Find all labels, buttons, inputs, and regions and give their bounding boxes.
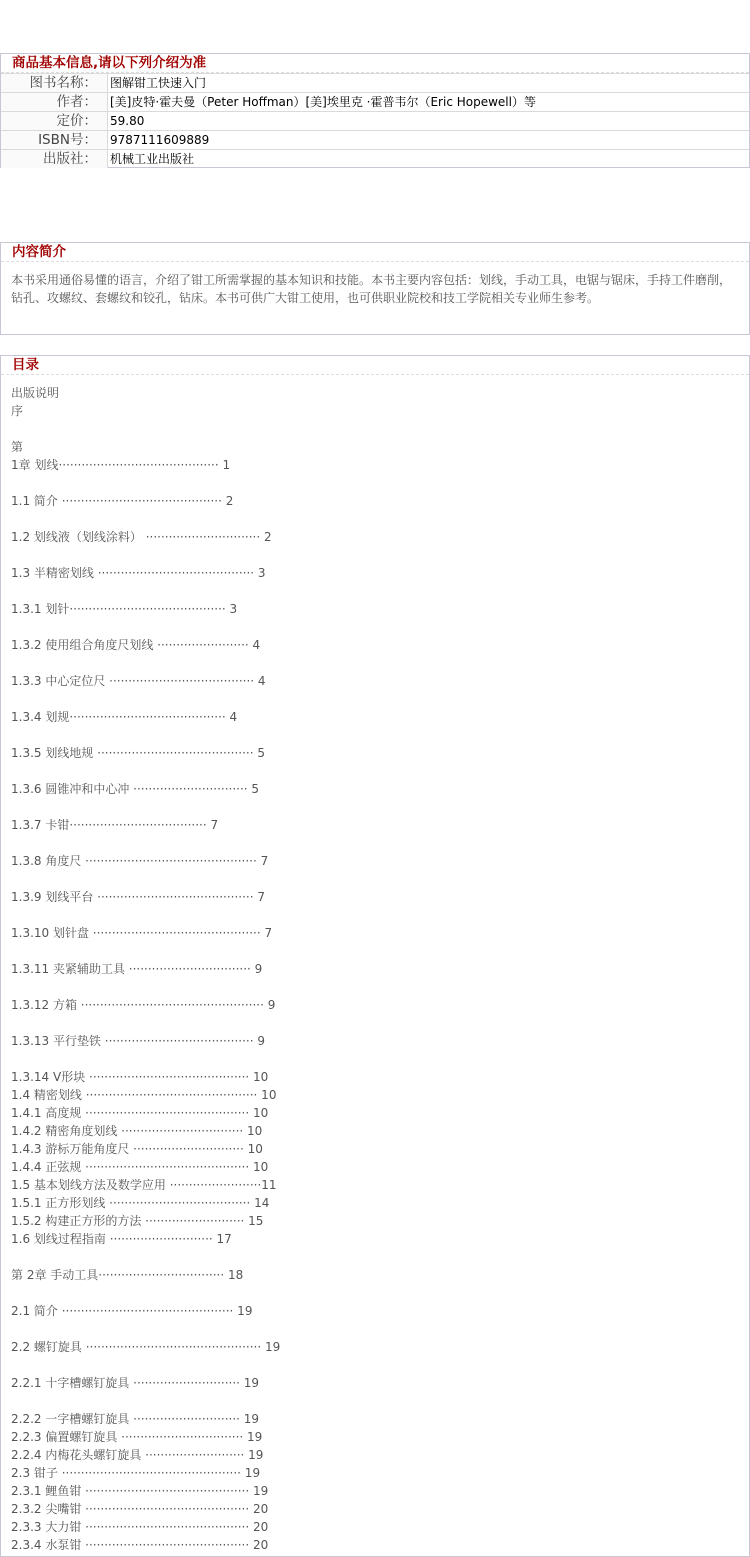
toc-line: 2.3.4 水泵钳 ··········································· 20 [11,1538,269,1552]
toc-line [11,1014,731,1032]
toc-line: 1.4.1 高度规 ··········································· 10 [11,1106,269,1120]
info-value: 59.80 [108,112,750,131]
toc-line [11,474,731,492]
toc-line: 1.4.3 游标万能角度尺 ····························· 10 [11,1142,263,1156]
toc-title: 目录 [1,356,749,375]
toc-line: 序 [11,404,24,418]
toc-line: 1.5.2 构建正方形的方法 ·························· 15 [11,1214,264,1228]
toc-line: 2.2 螺钉旋具 ·············································· 19 [11,1340,281,1354]
toc-line: 2.3.1 鲤鱼钳 ··········································· 19 [11,1484,269,1498]
toc-line: 出版说明 [11,386,60,400]
toc-line [11,1284,731,1302]
toc-line: 1.3 半精密划线 ········································· 3 [11,566,266,580]
toc-line: 1.3.11 夹紧辅助工具 ································ 9 [11,962,263,976]
info-value: 机械工业出版社 [108,150,750,169]
toc-line: 1.3.3 中心定位尺 ······································ 4 [11,674,266,688]
toc-line [11,420,731,438]
toc-line: 1.3.7 卡钳···································· 7 [11,818,219,832]
info-row [1,131,749,150]
toc-line: 第 [11,440,24,454]
toc-line [11,546,731,564]
toc-line: 1.3.1 划针········································· 3 [11,602,238,616]
toc-line: 1.4.4 正弦规 ··········································· 10 [11,1160,269,1174]
toc-line: 1.3.2 使用组合角度尺划线 ························ 4 [11,638,261,652]
toc-line: 1.3.10 划针盘 ············································ 7 [11,926,273,940]
toc-line: 1.4.2 精密角度划线 ································ 10 [11,1124,263,1138]
intro-panel [0,242,750,335]
toc-line [11,942,731,960]
toc-list [11,384,731,1554]
toc-line [11,582,731,600]
toc-line [11,870,731,888]
intro-title: 内容简介 [1,243,749,262]
toc-line: 2.2.4 内梅花头螺钉旋具 ·························· 19 [11,1448,264,1462]
toc-line: 1.3.9 划线平台 ········································· 7 [11,890,266,904]
toc-line: 1.3.5 划线地规 ········································· 5 [11,746,266,760]
toc-line: 1章 划线·········································· 1 [11,458,231,472]
info-label: 图书名称： [1,74,108,93]
toc-line [11,690,731,708]
toc-line: 第 2章 手动工具································· 18 [11,1268,244,1282]
toc-line [11,1356,731,1374]
toc-line: 1.3.6 圆锥冲和中心冲 ······························ 5 [11,782,260,796]
basic-info-panel [0,53,750,168]
info-label: 作者： [1,93,108,112]
toc-line: 1.4 精密划线 ············································· 10 [11,1088,277,1102]
toc-line: 2.2.3 偏置螺钉旋具 ································ 19 [11,1430,263,1444]
toc-line: 2.2.2 一字槽螺钉旋具 ···························· 19 [11,1412,260,1426]
info-value: 图解钳工快速入门 [108,74,750,93]
toc-line: 2.2.1 十字槽螺钉旋具 ···························· 19 [11,1376,260,1390]
toc-line: 1.6 划线过程指南 ··························· 17 [11,1232,232,1246]
toc-line [11,1050,731,1068]
toc-line [11,1320,731,1338]
toc-line [11,834,731,852]
toc-panel [0,355,750,1557]
toc-line: 2.3 钳子 ··············································· 19 [11,1466,261,1480]
info-row [1,112,749,131]
intro-text: 本书采用通俗易懂的语言，介绍了钳工所需掌握的基本知识和技能。本书主要内容包括：划线，手动工具，电锯与锯床，手持工件磨削，钻孔、攻螺纹、套螺纹和铰孔，钻床。本书可供广大钳工使用，也可供职业院校和技工学院相关专业师生参考。 [11,273,732,305]
toc-line [11,654,731,672]
toc-line: 1.5.1 正方形划线 ····································· 14 [11,1196,270,1210]
info-label: 定价： [1,112,108,131]
toc-line: 2.1 简介 ············································· 19 [11,1304,253,1318]
toc-line [11,978,731,996]
info-row [1,150,749,169]
toc-line [11,762,731,780]
info-label: 出版社： [1,150,108,169]
toc-line: 1.2 划线液（划线涂料） ······························ 2 [11,530,272,544]
toc-line: 1.3.12 方箱 ················································ 9 [11,998,276,1012]
info-row [1,74,749,93]
basic-info-title: 商品基本信息,请以下列介绍为准 [1,54,749,73]
toc-line: 1.3.14 V形块 ·········································· 10 [11,1070,269,1084]
info-value: 9787111609889 [108,131,750,150]
info-row [1,93,749,112]
info-label: ISBN号： [1,131,108,150]
toc-line: 1.3.13 平行垫铁 ······································· 9 [11,1034,266,1048]
info-value: [美]皮特·霍夫曼（Peter Hoffman）[美]埃里克 ·霍普韦尔（Eric Hopewell）等 [108,93,750,112]
toc-line: 1.3.4 划规········································· 4 [11,710,238,724]
toc-line: 1.3.8 角度尺 ············································· 7 [11,854,269,868]
basic-info-table [1,73,749,168]
toc-line [11,1248,731,1266]
toc-line: 2.3.3 大力钳 ··········································· 20 [11,1520,269,1534]
toc-line [11,906,731,924]
toc-line [11,798,731,816]
toc-line [11,1392,731,1410]
toc-line [11,726,731,744]
toc-line: 1.1 简介 ·········································· 2 [11,494,234,508]
toc-line: 1.5 基本划线方法及数学应用 ························11 [11,1178,277,1192]
toc-line: 2.3.2 尖嘴钳 ··········································· 20 [11,1502,269,1516]
toc-line [11,618,731,636]
toc-line [11,510,731,528]
